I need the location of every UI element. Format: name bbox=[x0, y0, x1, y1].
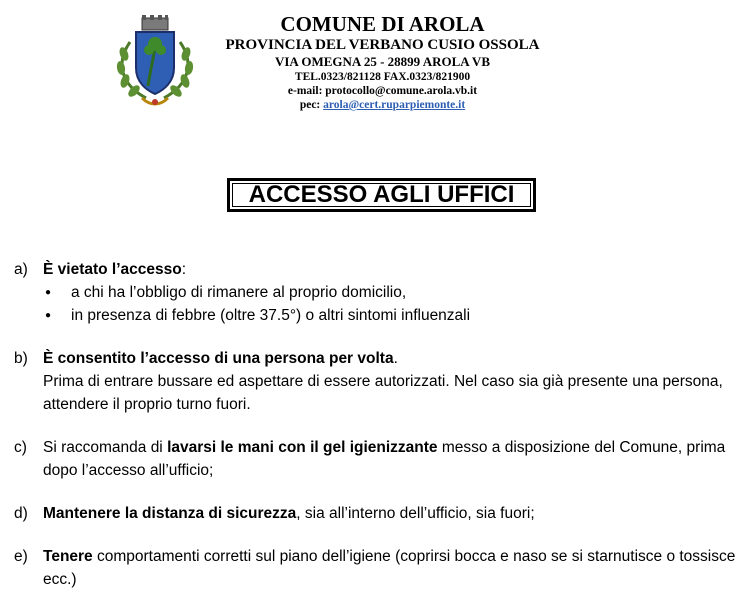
rule-b bbox=[14, 347, 744, 416]
rule-label: c) bbox=[14, 439, 27, 456]
rule-a-bold: È vietato l’accesso bbox=[43, 261, 182, 278]
rule-label: b) bbox=[14, 350, 28, 367]
rule-label: d) bbox=[14, 505, 28, 522]
list-item: ● in presenza di febbre (oltre 37.5°) o altri sintomi influenzali bbox=[43, 304, 744, 327]
rule-b-bold: È consentito l’accesso di una persona per volta bbox=[43, 350, 394, 367]
pec-link[interactable]: arola@cert.ruparpiemonte.it bbox=[323, 99, 466, 111]
rule-a bbox=[14, 258, 744, 327]
phone-fax: TEL.0323/821128 FAX.0323/821900 bbox=[294, 71, 471, 83]
rule-b-rest: . bbox=[393, 350, 398, 367]
rule-e-rest: comportamenti corretti sul piano dell’igiene (coprirsi bocca e naso se si starnutisce o tossisce ecc.) bbox=[43, 548, 736, 588]
rule-label: e) bbox=[14, 548, 28, 565]
page-title: ACCESSO AGLI UFFICI bbox=[227, 178, 536, 212]
rule-d bbox=[14, 502, 744, 525]
municipality-name: COMUNE DI AROLA bbox=[280, 12, 485, 36]
rule-c bbox=[14, 436, 744, 482]
rule-e bbox=[14, 545, 744, 591]
rule-c-bold: lavarsi le mani con il gel igienizzante bbox=[167, 439, 438, 456]
municipal-crest-icon bbox=[112, 12, 198, 112]
rule-d-bold: Mantenere la distanza di sicurezza bbox=[43, 505, 297, 522]
rule-a-rest: : bbox=[181, 261, 187, 278]
pec-line bbox=[200, 98, 565, 112]
rules-list bbox=[14, 258, 744, 611]
rule-c-rest: messo a disposizione del Comune, prima dopo l’accesso all’ufficio; bbox=[43, 439, 726, 479]
list-item: ● a chi ha l’obbligo di rimanere al proprio domicilio, bbox=[43, 281, 744, 304]
province-name: PROVINCIA DEL VERBANO CUSIO OSSOLA bbox=[225, 37, 540, 53]
rule-b-text: Prima di entrare bussare ed aspettare di essere autorizzati. Nel caso sia già presente una persona, attendere il proprio turno fuori. bbox=[43, 373, 723, 413]
pec-label: pec: bbox=[299, 99, 324, 111]
rule-a-bullets bbox=[43, 281, 744, 327]
rule-e-bold: Tenere bbox=[43, 548, 93, 565]
letterhead bbox=[200, 12, 565, 112]
rule-label: a) bbox=[14, 261, 28, 278]
rule-d-rest: , sia all’interno dell’ufficio, sia fuori; bbox=[296, 505, 535, 522]
address: VIA OMEGNA 25 - 28899 AROLA VB bbox=[274, 54, 490, 69]
rule-c-pre: Si raccomanda di bbox=[43, 439, 168, 456]
email-address: e-mail: protocollo@comune.arola.vb.it bbox=[287, 85, 478, 97]
